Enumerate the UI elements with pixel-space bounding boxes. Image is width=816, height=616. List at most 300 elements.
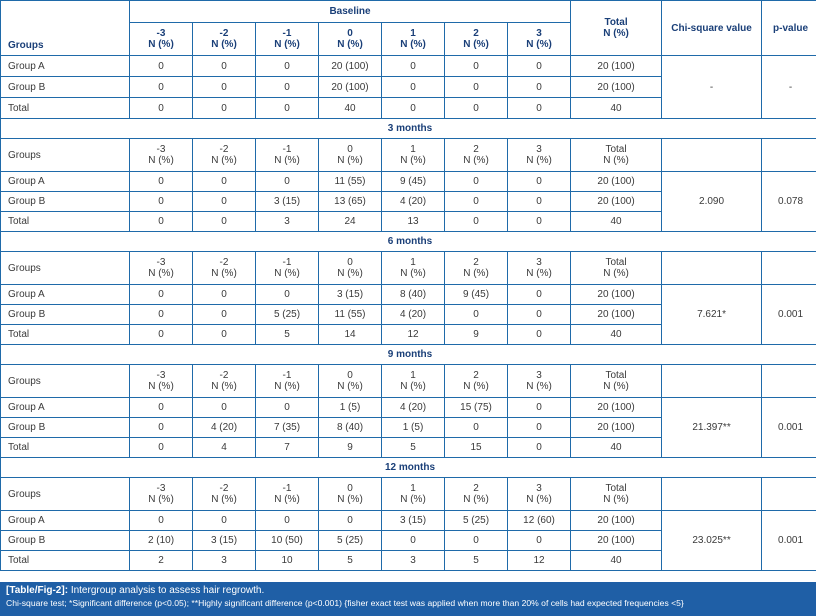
data-cell: 4 (193, 438, 256, 458)
data-cell: 12 (382, 325, 445, 345)
data-cell: 7 (256, 438, 319, 458)
score-label: -2 (219, 370, 229, 381)
score-header (256, 252, 319, 285)
npct-label: N (%) (337, 381, 363, 392)
npct-label: N (%) (400, 39, 426, 50)
data-cell: 12 (60) (508, 511, 571, 531)
data-cell: 9 (45) (445, 285, 508, 305)
chi-square-blank (662, 478, 762, 511)
row-label: Group B (1, 531, 130, 551)
section-title: 6 months (1, 232, 816, 252)
data-cell: 0 (130, 56, 193, 77)
score-header (193, 478, 256, 511)
npct-label: N (%) (337, 39, 363, 50)
data-cell: 5 (25) (256, 305, 319, 325)
npct-label: N (%) (211, 39, 237, 50)
table-row (1, 398, 816, 418)
data-cell: 0 (193, 77, 256, 98)
row-label: Total (1, 325, 130, 345)
row-label: Group A (1, 511, 130, 531)
npct-label: N (%) (274, 39, 300, 50)
data-cell: 13 (65) (319, 192, 382, 212)
npct-label: N (%) (603, 381, 629, 392)
score-header (130, 252, 193, 285)
score-label: 1 (410, 370, 416, 381)
npct-label: N (%) (274, 155, 300, 166)
data-cell: 20 (100) (571, 77, 662, 98)
data-cell: 0 (508, 305, 571, 325)
data-cell: 0 (130, 285, 193, 305)
section-title-row (1, 345, 816, 365)
data-cell: 0 (130, 98, 193, 119)
score-header (193, 365, 256, 398)
score-header (130, 139, 193, 172)
data-cell: 0 (193, 398, 256, 418)
npct-label: N (%) (148, 39, 174, 50)
score-header (319, 365, 382, 398)
data-cell: 0 (508, 77, 571, 98)
score-label: -1 (282, 144, 292, 155)
score-label: 1 (410, 144, 416, 155)
row-label: Total (1, 438, 130, 458)
npct-label: N (%) (211, 268, 237, 279)
score-label: -2 (219, 257, 229, 268)
score-header (193, 23, 256, 56)
npct-label: N (%) (526, 494, 552, 505)
section-title-row (1, 458, 816, 478)
score-header (130, 365, 193, 398)
score-header (445, 365, 508, 398)
section-header-row (1, 252, 816, 285)
data-cell: 0 (508, 285, 571, 305)
data-cell: 0 (508, 398, 571, 418)
npct-label: N (%) (463, 268, 489, 279)
section-title-row (1, 232, 816, 252)
baseline-header: Baseline (130, 1, 571, 23)
score-label: 2 (473, 28, 479, 39)
data-cell: 0 (382, 77, 445, 98)
npct-label: N (%) (463, 494, 489, 505)
data-cell: 0 (256, 285, 319, 305)
score-label: -3 (156, 144, 166, 155)
data-cell: 5 (25) (319, 531, 382, 551)
data-cell: 0 (445, 418, 508, 438)
row-label: Group B (1, 418, 130, 438)
row-label: Group B (1, 77, 130, 98)
score-header (193, 252, 256, 285)
score-header (445, 23, 508, 56)
data-cell: 0 (382, 98, 445, 119)
data-cell: 0 (130, 212, 193, 232)
score-label: 3 (536, 370, 542, 381)
data-cell: 40 (571, 98, 662, 119)
npct-label: N (%) (274, 494, 300, 505)
npct-label: N (%) (526, 268, 552, 279)
chi-square-header: Chi-square value (662, 1, 762, 56)
npct-label: N (%) (603, 155, 629, 166)
chi-square-value: 23.025** (662, 511, 762, 571)
score-label: -2 (219, 28, 229, 39)
npct-label: N (%) (526, 155, 552, 166)
score-label: -3 (156, 483, 166, 494)
npct-label: N (%) (400, 494, 426, 505)
npct-label: N (%) (463, 381, 489, 392)
data-cell: 3 (15) (193, 531, 256, 551)
section-header-row (1, 478, 816, 511)
npct-label: N (%) (337, 268, 363, 279)
score-header (130, 23, 193, 56)
data-cell: 0 (130, 77, 193, 98)
data-cell: 2 (10) (130, 531, 193, 551)
chi-square-blank (662, 139, 762, 172)
npct-label: N (%) (148, 155, 174, 166)
data-cell: 0 (193, 285, 256, 305)
data-cell: 5 (25) (445, 511, 508, 531)
npct-label: N (%) (400, 155, 426, 166)
section-title-row (1, 119, 816, 139)
chi-square-value: 7.621* (662, 285, 762, 345)
data-cell: 20 (100) (571, 418, 662, 438)
score-label: 0 (347, 144, 353, 155)
table-row (1, 511, 816, 531)
data-cell: 0 (130, 438, 193, 458)
data-cell: 0 (445, 305, 508, 325)
score-label: 0 (347, 28, 353, 39)
p-value-blank (762, 139, 816, 172)
data-cell: 0 (508, 531, 571, 551)
data-cell: 40 (571, 325, 662, 345)
data-cell: 8 (40) (382, 285, 445, 305)
data-cell: 5 (382, 438, 445, 458)
data-cell: 0 (130, 192, 193, 212)
section-title: 9 months (1, 345, 816, 365)
npct-label: N (%) (148, 268, 174, 279)
section-header-row (1, 365, 816, 398)
data-cell: 4 (20) (382, 305, 445, 325)
score-header (130, 478, 193, 511)
score-header (445, 139, 508, 172)
data-cell: 0 (508, 98, 571, 119)
score-header (256, 478, 319, 511)
score-label: 3 (536, 28, 542, 39)
data-cell: 3 (193, 551, 256, 571)
p-value-blank (762, 365, 816, 398)
score-label: 1 (410, 483, 416, 494)
data-cell: 11 (55) (319, 172, 382, 192)
groups-header: Groups (1, 1, 130, 56)
chi-square-value: 21.397** (662, 398, 762, 458)
score-label: 0 (347, 483, 353, 494)
score-label: -1 (282, 28, 292, 39)
score-label: -2 (219, 144, 229, 155)
score-label: -3 (156, 257, 166, 268)
data-cell: 0 (130, 172, 193, 192)
data-cell: 3 (256, 212, 319, 232)
data-cell: 12 (508, 551, 571, 571)
data-cell: 0 (508, 325, 571, 345)
caption-note: Chi-square test; *Significant difference (p<0.05); **Highly significant difference (p<0.001) {fisher exact test was applied when more than 20% of cells had expected frequencies <5} (6, 598, 684, 608)
data-cell: 0 (256, 172, 319, 192)
groups-header: Groups (1, 365, 130, 398)
data-cell: 0 (508, 438, 571, 458)
data-cell: 0 (382, 531, 445, 551)
score-label: 2 (473, 144, 479, 155)
data-cell: 40 (571, 551, 662, 571)
data-cell: 3 (15) (256, 192, 319, 212)
data-cell: 20 (100) (571, 192, 662, 212)
chi-square-value: - (662, 56, 762, 119)
data-cell: 0 (193, 192, 256, 212)
row-label: Total (1, 212, 130, 232)
table-row (1, 172, 816, 192)
npct-label: N (%) (463, 155, 489, 166)
total-label: Total (605, 257, 627, 268)
total-header (571, 1, 662, 56)
data-cell: 0 (319, 511, 382, 531)
data-cell: 20 (100) (571, 305, 662, 325)
section-header-row (1, 139, 816, 172)
npct-label: N (%) (526, 39, 552, 50)
npct-label: N (%) (211, 381, 237, 392)
data-cell: 0 (256, 398, 319, 418)
section-title: 3 months (1, 119, 816, 139)
data-cell: 1 (5) (382, 418, 445, 438)
data-cell: 0 (130, 398, 193, 418)
total-header (571, 139, 662, 172)
npct-label: N (%) (463, 39, 489, 50)
data-cell: 20 (100) (571, 531, 662, 551)
score-header (445, 478, 508, 511)
row-label: Group A (1, 398, 130, 418)
groups-header: Groups (1, 252, 130, 285)
data-cell: 40 (319, 98, 382, 119)
data-cell: 0 (256, 77, 319, 98)
score-label: 3 (536, 144, 542, 155)
data-cell: 1 (5) (319, 398, 382, 418)
score-label: 3 (536, 257, 542, 268)
score-header (508, 252, 571, 285)
data-cell: 24 (319, 212, 382, 232)
npct-label: N (%) (274, 268, 300, 279)
data-cell: 15 (75) (445, 398, 508, 418)
data-cell: 0 (445, 192, 508, 212)
row-label: Group A (1, 172, 130, 192)
total-header (571, 365, 662, 398)
groups-header: Groups (1, 139, 130, 172)
npct-label: N (%) (400, 381, 426, 392)
data-cell: 0 (445, 56, 508, 77)
p-value-blank (762, 252, 816, 285)
score-header (319, 478, 382, 511)
data-cell: 3 (15) (382, 511, 445, 531)
chi-square-blank (662, 252, 762, 285)
chi-square-blank (662, 365, 762, 398)
score-header (508, 478, 571, 511)
score-header (193, 139, 256, 172)
score-label: -1 (282, 257, 292, 268)
table-row (1, 285, 816, 305)
row-label: Group A (1, 285, 130, 305)
p-value: 0.001 (762, 511, 816, 571)
data-cell: 5 (256, 325, 319, 345)
data-cell: 4 (20) (382, 192, 445, 212)
data-cell: 0 (193, 511, 256, 531)
data-cell: 0 (445, 212, 508, 232)
row-label: Group B (1, 305, 130, 325)
score-header (382, 252, 445, 285)
score-header (508, 139, 571, 172)
total-header (571, 252, 662, 285)
data-cell: 3 (15) (319, 285, 382, 305)
data-cell: 9 (319, 438, 382, 458)
groups-header: Groups (1, 478, 130, 511)
total-label: Total (604, 17, 628, 28)
score-header (319, 139, 382, 172)
score-header (319, 252, 382, 285)
data-cell: 15 (445, 438, 508, 458)
data-cell: 0 (256, 56, 319, 77)
data-cell: 13 (382, 212, 445, 232)
npct-label: N (%) (603, 494, 629, 505)
data-cell: 20 (100) (571, 56, 662, 77)
score-label: 0 (347, 257, 353, 268)
score-label: 1 (410, 28, 416, 39)
data-cell: 0 (193, 56, 256, 77)
data-cell: 4 (20) (382, 398, 445, 418)
data-cell: 0 (256, 511, 319, 531)
p-value: 0.001 (762, 398, 816, 458)
data-cell: 0 (193, 325, 256, 345)
npct-label: N (%) (400, 268, 426, 279)
total-label: Total (605, 370, 627, 381)
p-value-blank (762, 478, 816, 511)
data-cell: 9 (45) (382, 172, 445, 192)
data-cell: 4 (20) (193, 418, 256, 438)
data-cell: 5 (445, 551, 508, 571)
data-cell: 11 (55) (319, 305, 382, 325)
data-cell: 0 (508, 172, 571, 192)
table-caption (0, 582, 816, 616)
data-cell: 20 (100) (571, 398, 662, 418)
score-header (319, 23, 382, 56)
table-row (1, 56, 816, 77)
total-label: Total (605, 144, 627, 155)
data-cell: 0 (445, 77, 508, 98)
p-value: 0.078 (762, 172, 816, 232)
section-title: 12 months (1, 458, 816, 478)
data-cell: 10 (50) (256, 531, 319, 551)
score-label: -1 (282, 370, 292, 381)
row-label: Total (1, 98, 130, 119)
caption-label: [Table/Fig-2]: (6, 585, 69, 596)
npct-label: N (%) (337, 155, 363, 166)
score-label: 0 (347, 370, 353, 381)
data-cell: 2 (130, 551, 193, 571)
data-cell: 10 (256, 551, 319, 571)
data-cell: 40 (571, 438, 662, 458)
data-cell: 0 (130, 325, 193, 345)
npct-label: N (%) (603, 268, 629, 279)
row-label: Group A (1, 56, 130, 77)
npct-label: N (%) (211, 155, 237, 166)
npct-label: N (%) (274, 381, 300, 392)
data-cell: 0 (508, 212, 571, 232)
score-header (382, 23, 445, 56)
data-cell: 14 (319, 325, 382, 345)
data-cell: 8 (40) (319, 418, 382, 438)
score-label: -3 (156, 28, 166, 39)
header-row-top (1, 1, 816, 23)
data-cell: 0 (445, 172, 508, 192)
data-cell: 20 (100) (319, 56, 382, 77)
score-header (382, 365, 445, 398)
data-cell: 9 (445, 325, 508, 345)
npct-label: N (%) (603, 28, 629, 39)
data-cell: 20 (100) (571, 511, 662, 531)
npct-label: N (%) (148, 494, 174, 505)
row-label: Total (1, 551, 130, 571)
data-cell: 0 (193, 212, 256, 232)
score-label: -1 (282, 483, 292, 494)
p-value-header: p-value (762, 1, 816, 56)
total-label: Total (605, 483, 627, 494)
data-cell: 40 (571, 212, 662, 232)
data-cell: 5 (319, 551, 382, 571)
score-header (256, 139, 319, 172)
npct-label: N (%) (337, 494, 363, 505)
data-cell: 0 (445, 531, 508, 551)
data-cell: 0 (508, 56, 571, 77)
data-cell: 20 (100) (571, 285, 662, 305)
p-value: 0.001 (762, 285, 816, 345)
npct-label: N (%) (526, 381, 552, 392)
data-cell: 0 (256, 98, 319, 119)
data-cell: 0 (193, 305, 256, 325)
npct-label: N (%) (148, 381, 174, 392)
score-label: -2 (219, 483, 229, 494)
score-header (382, 139, 445, 172)
score-header (508, 23, 571, 56)
score-header (382, 478, 445, 511)
chi-square-value: 2.090 (662, 172, 762, 232)
p-value: - (762, 56, 816, 119)
data-cell: 3 (382, 551, 445, 571)
score-label: -3 (156, 370, 166, 381)
data-cell: 0 (130, 418, 193, 438)
npct-label: N (%) (211, 494, 237, 505)
data-cell: 0 (193, 98, 256, 119)
data-cell: 0 (130, 305, 193, 325)
score-label: 3 (536, 483, 542, 494)
data-cell: 0 (130, 511, 193, 531)
data-cell: 20 (100) (319, 77, 382, 98)
data-cell: 0 (508, 192, 571, 212)
data-cell: 0 (382, 56, 445, 77)
score-header (445, 252, 508, 285)
score-label: 2 (473, 257, 479, 268)
score-label: 2 (473, 370, 479, 381)
data-cell: 0 (445, 98, 508, 119)
data-cell: 0 (193, 172, 256, 192)
score-header (256, 23, 319, 56)
data-cell: 0 (508, 418, 571, 438)
row-label: Group B (1, 192, 130, 212)
score-label: 1 (410, 257, 416, 268)
data-cell: 20 (100) (571, 172, 662, 192)
score-label: 2 (473, 483, 479, 494)
caption-title: Intergroup analysis to assess hair regrowth. (70, 585, 265, 596)
total-header (571, 478, 662, 511)
